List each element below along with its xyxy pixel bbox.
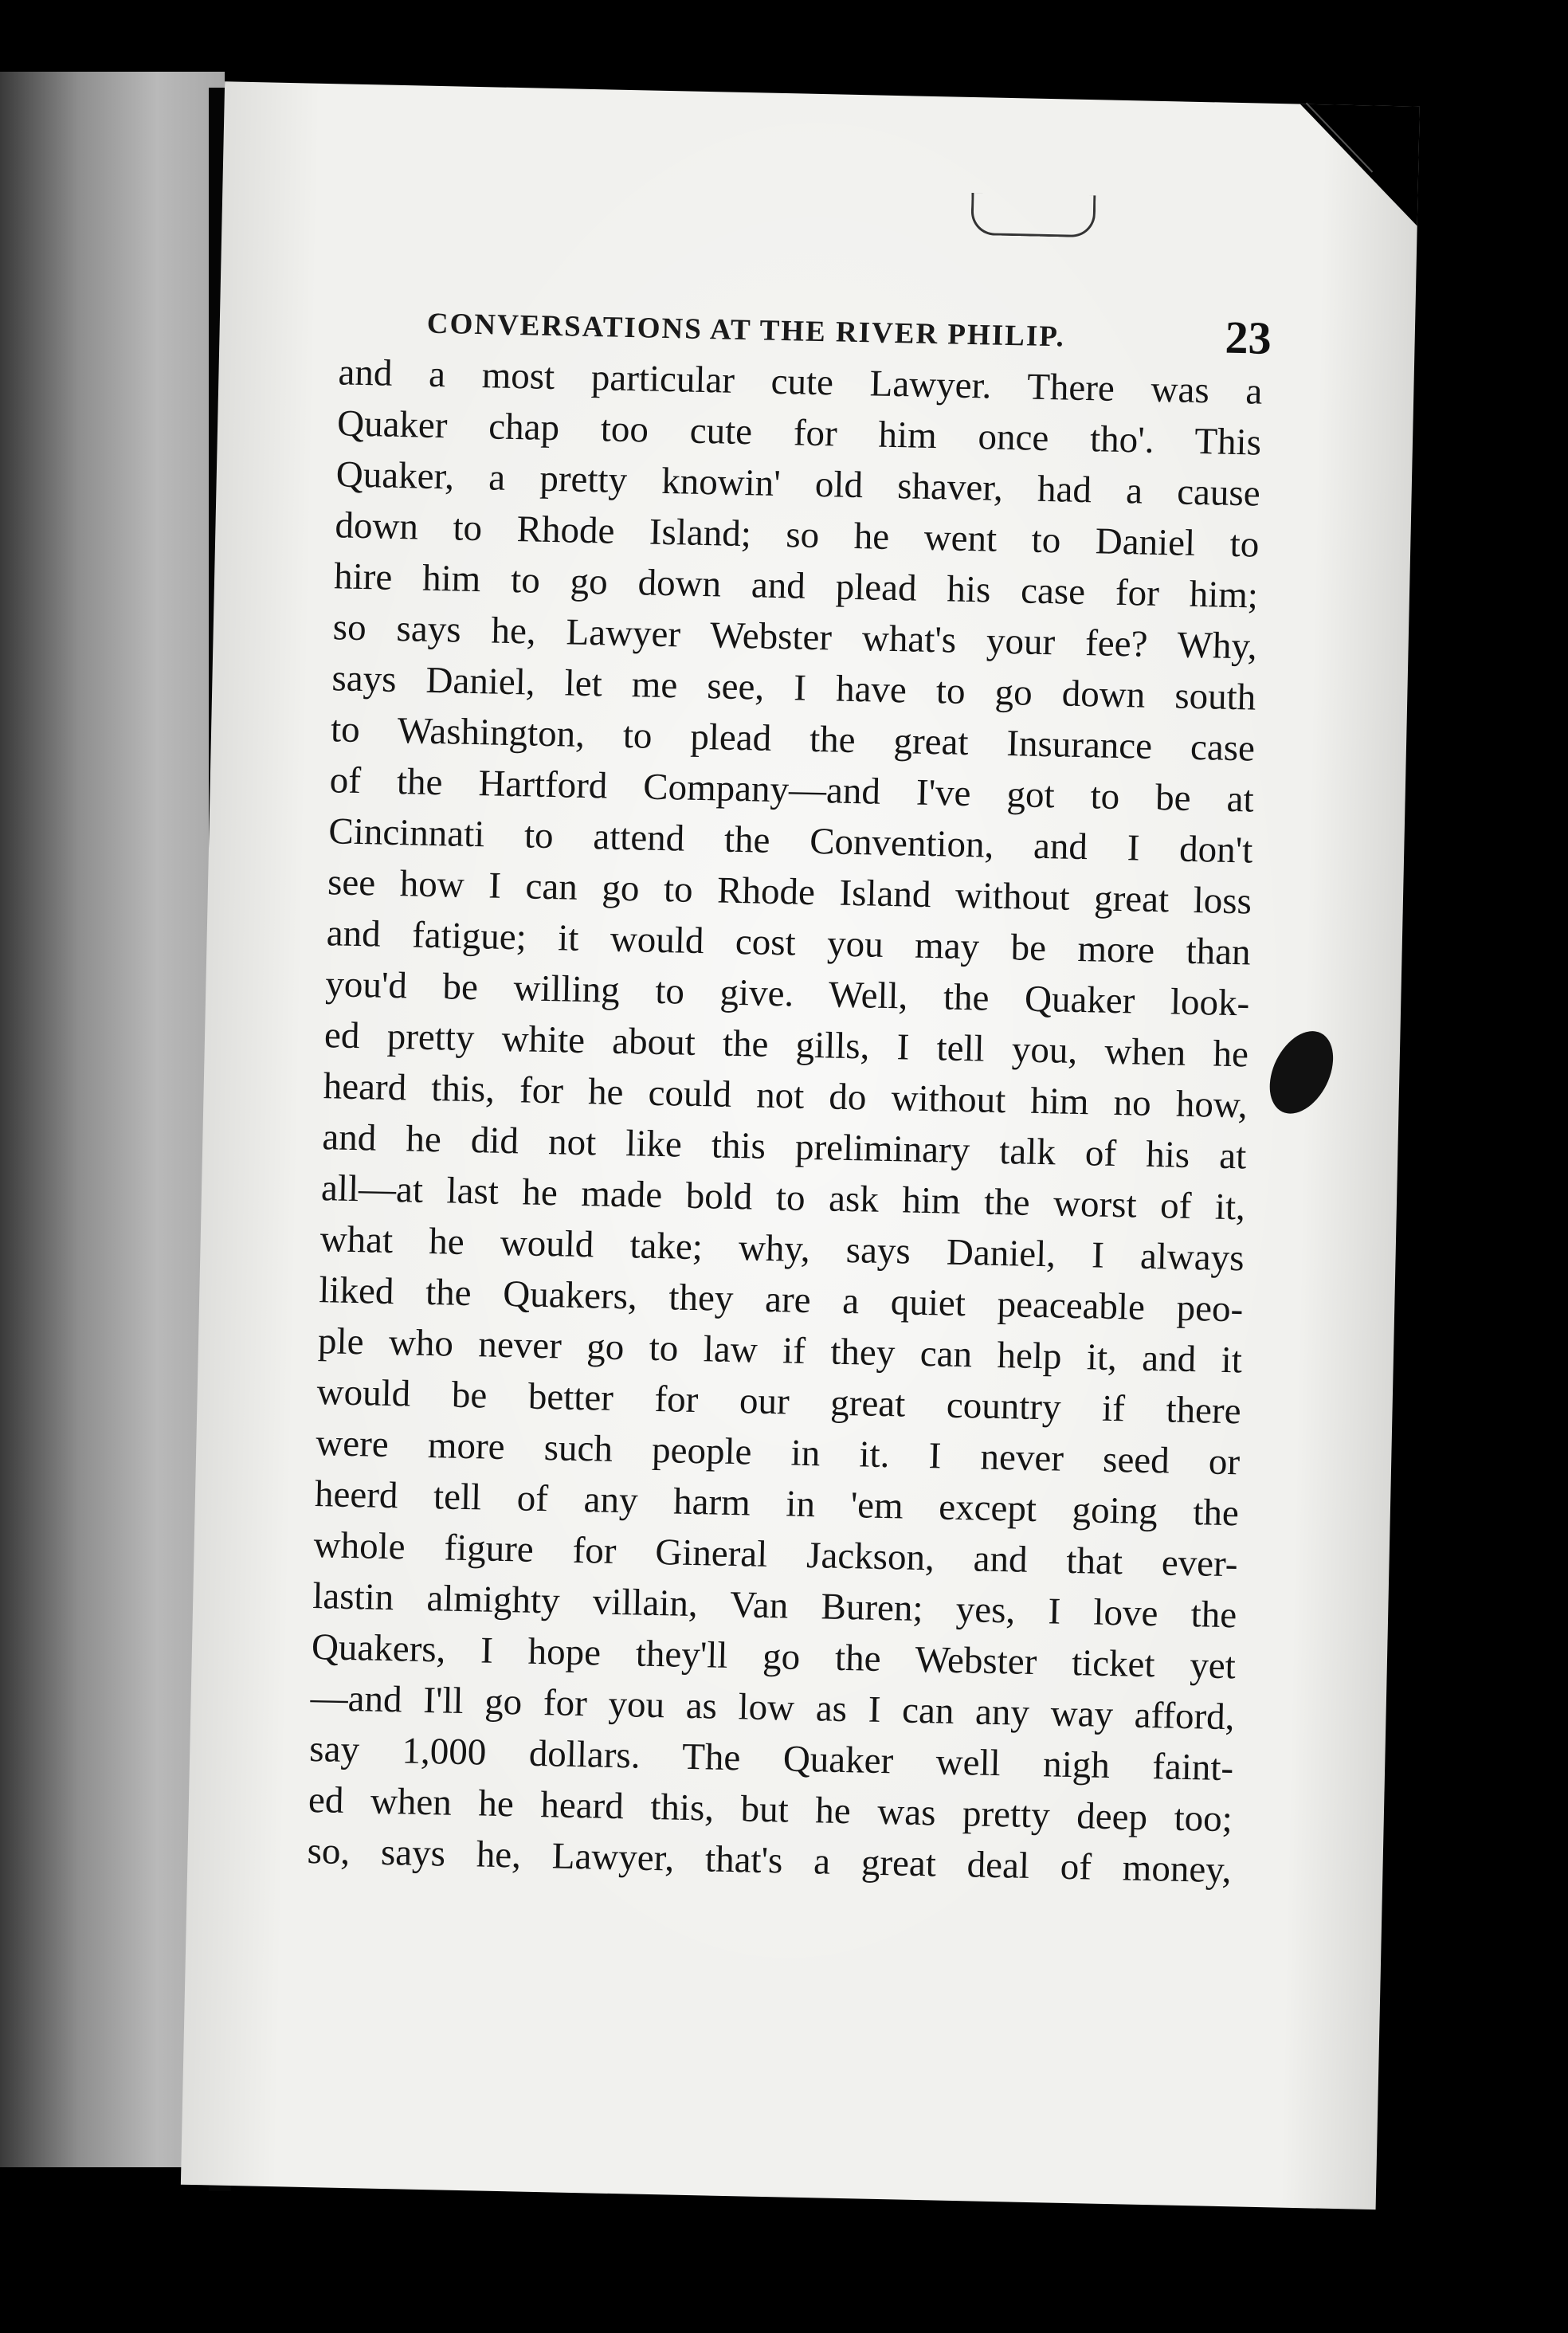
text-line: see how I can go to Rhode Island without great loss (327, 861, 1252, 923)
text-line: so says he, Lawyer Webster what's your fee? Why, (332, 606, 1258, 668)
text-line: would be better for our great country if there (316, 1371, 1242, 1433)
text-line: heard this, for he could not do without him no how, (323, 1065, 1249, 1127)
text-line: Cincinnati to attend the Convention, and I don't (327, 810, 1253, 872)
text-line: you'd be willing to give. Well, the Quaker look- (324, 963, 1250, 1025)
pencil-mark (970, 193, 1096, 237)
book-page (181, 81, 1420, 2209)
text-line: liked the Quakers, they are a quiet peaceable peo- (318, 1269, 1244, 1331)
text-line: were more such people in it. I never seed or (315, 1422, 1241, 1484)
text-line: Quakers, I hope they'll go the Webster ticket yet (311, 1626, 1237, 1688)
text-line: so, says he, Lawyer, that's a great deal of money, (307, 1829, 1232, 1892)
text-line: Quaker, a pretty knowin' old shaver, had a cause (335, 453, 1261, 515)
text-line: to Washington, to plead the great Insurance case (330, 708, 1256, 770)
running-title: CONVERSATIONS AT THE RIVER PHILIP. (426, 307, 1066, 354)
text-line: says Daniel, let me see, I have to go down south (331, 657, 1256, 719)
ink-blot (1257, 1021, 1346, 1124)
text-line: lastin almighty villain, Van Buren; yes, I love the (312, 1575, 1237, 1637)
text-line: and he did not like this preliminary talk of his at (321, 1116, 1247, 1178)
text-line: —and I'll go for you as low as I can any way afford, (310, 1676, 1235, 1739)
body-text (307, 347, 1263, 1896)
folded-corner (1298, 104, 1420, 226)
text-line: heerd tell of any harm in 'em except going the (314, 1473, 1240, 1535)
text-line: down to Rhode Island; so he went to Daniel to (334, 504, 1260, 566)
text-line: of the Hartford Company—and I've got to be at (329, 759, 1255, 821)
text-line: and a most particular cute Lawyer. There was a (338, 351, 1263, 413)
page-number: 23 (1225, 311, 1272, 364)
text-line: and fatigue; it would cost you may be more than (326, 912, 1252, 974)
text-line: say 1,000 dollars. The Quaker well nigh faint- (308, 1727, 1234, 1790)
text-line: whole figure for Gineral Jackson, and that ever- (313, 1524, 1239, 1586)
text-line: ed pretty white about the gills, I tell you, when he (323, 1014, 1249, 1076)
text-line: hire him to go down and plead his case for him; (333, 555, 1259, 617)
text-line: ple who never go to law if they can help it, and it (317, 1320, 1243, 1382)
text-line: ed when he heard this, but he was pretty deep too; (308, 1778, 1233, 1841)
text-line: what he would take; why, says Daniel, I always (319, 1218, 1245, 1280)
text-line: Quaker chap too cute for him once tho'. This (336, 402, 1262, 464)
text-line: all—at last he made bold to ask him the worst of it, (320, 1167, 1246, 1229)
